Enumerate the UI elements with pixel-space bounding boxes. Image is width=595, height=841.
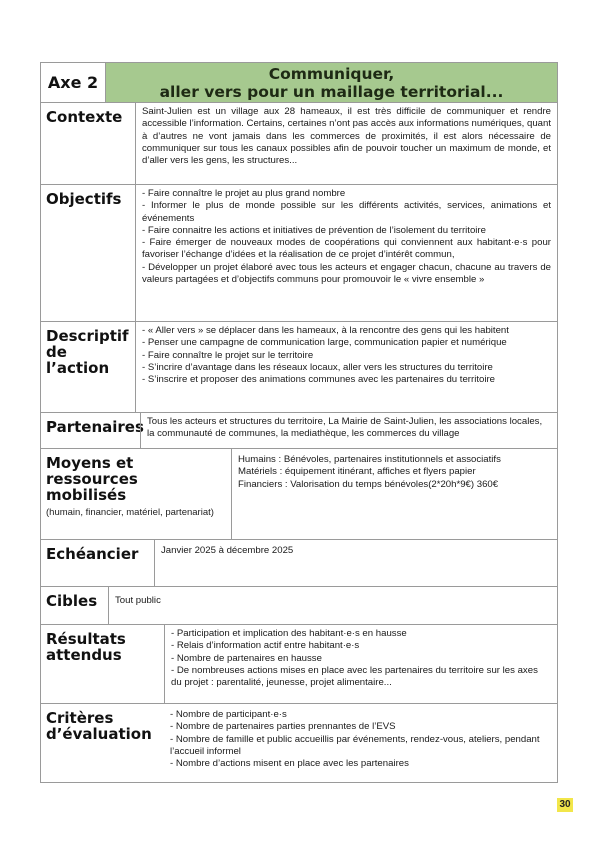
- objectifs-row: [40, 185, 558, 322]
- axe-title: [105, 63, 557, 102]
- echeancier-row: [40, 540, 558, 587]
- critere-item: - Nombre de partenaires parties prennantes de l’EVS: [170, 721, 396, 733]
- criteres-row: [40, 704, 558, 783]
- resultats-label-line2: attendus: [46, 646, 122, 664]
- descriptif-item: - Faire connaître le projet sur le territoire: [142, 349, 314, 361]
- moyens-sub: (humain, financier, matériel, partenariat): [46, 507, 214, 518]
- descriptif-row: [40, 322, 558, 413]
- resultats-row: [40, 625, 558, 704]
- resultat-item: - De nombreuses actions mises en place avec les partenaires du territoire sur les axes du projet : parentalité, jeunesse, projet alimentaire...: [171, 664, 538, 689]
- moyens-list: [231, 449, 557, 539]
- objectif-item: - Faire connaître le projet au plus grand nombre: [142, 188, 346, 199]
- page-number: 30: [557, 798, 573, 812]
- axe-header-row: [40, 62, 558, 103]
- descriptif-label-line1: Descriptif: [46, 327, 129, 345]
- contexte-row: [40, 103, 558, 185]
- objectifs-list: [135, 185, 557, 321]
- critere-item: - Nombre de participant·e·s: [170, 709, 287, 720]
- descriptif-label-line2: de l’action: [46, 343, 110, 377]
- moyens-row: [40, 449, 558, 540]
- resultat-item: - Nombre de partenaires en hausse: [171, 652, 322, 664]
- resultats-list: [164, 625, 557, 703]
- resultat-item: - Participation et implication des habitant·e·s en hausse: [171, 628, 407, 639]
- moyens-item: Matériels : équipement itinérant, affiches et flyers papier: [238, 466, 476, 478]
- cibles-label: Cibles: [46, 592, 98, 610]
- echeancier-text: Janvier 2025 à décembre 2025: [154, 540, 557, 586]
- descriptif-item: - S’inscrire et proposer des animations communes avec les partenaires du territoire: [142, 374, 495, 386]
- partenaires-text: Tous les acteurs et structures du territoire, La Mairie de Saint-Julien, les associations locales, la communauté de communes, la mediathèque, les commerces du village: [140, 413, 557, 448]
- criteres-label-line1: Critères: [46, 709, 114, 727]
- criteres-list: [164, 704, 557, 782]
- cibles-text: Tout public: [108, 587, 557, 624]
- resultat-item: - Relais d’information actif entre habitant·e·s: [171, 640, 360, 652]
- action-sheet: [40, 62, 558, 783]
- contexte-text: Saint-Julien est un village aux 28 hameaux, il est très difficile de communiquer et rendre accessible l’information. Certains, certaines n’ont pas accès aux informations numériques, quant à d’autres ne vont jamais dans les commerces de proximités, il est alors nécessaire de communiquer sur tous les canaux possibles afin de pouvoir toucher un maximum de monde, et d’aller vers les gens, les structures...: [135, 103, 557, 184]
- cibles-row: [40, 587, 558, 625]
- objectifs-label: Objectifs: [46, 190, 122, 208]
- criteres-label: [41, 704, 164, 782]
- moyens-item: Humains : Bénévoles, partenaires institutionnels et associatifs: [238, 454, 501, 465]
- axe-label: Axe 2: [47, 72, 99, 92]
- descriptif-item: - Penser une campagne de communication large, communication papier et numérique: [142, 337, 507, 349]
- moyens-label-line2: mobilisés: [46, 486, 127, 504]
- axe-title-line2: aller vers pour un maillage territorial...: [159, 82, 504, 101]
- critere-item: - Nombre d’actions misent en place avec les partenaires: [170, 758, 409, 770]
- moyens-label-line1: Moyens et ressources: [46, 454, 138, 488]
- partenaires-label: Partenaires: [46, 418, 144, 436]
- partenaires-row: [40, 413, 558, 449]
- descriptif-item: - S’incrire d’avantage dans les réseaux locaux, aller vers les structures du territoire: [142, 361, 493, 373]
- objectif-item: - Faire connaitre les actions et initiatives de prévention de l’isolement du territoire: [142, 224, 486, 236]
- contexte-label: Contexte: [46, 108, 123, 126]
- objectif-item: - Développer un projet élaboré avec tous les acteurs et engager chacun, chacune au travers de valeurs partagées et d’objectifs communs pour promouvoir le « vivre ensemble »: [142, 261, 551, 286]
- resultats-label: [41, 625, 164, 703]
- moyens-item: Financiers : Valorisation du temps bénévoles(2*20h*9€) 360€: [238, 478, 499, 490]
- criteres-label-line2: d’évaluation: [46, 725, 152, 743]
- moyens-label: [41, 449, 231, 539]
- descriptif-list: [135, 322, 557, 412]
- echeancier-label: Echéancier: [46, 545, 139, 563]
- critere-item: - Nombre de famille et public accueillis par événements, rendez-vous, ateliers, pendant l’accueil informel: [170, 733, 540, 757]
- objectif-item: - Faire émerger de nouveaux modes de coopérations qui conviennent aux habitant·e·s pour favoriser l’échange d’idées et la réalisation de ce projet d’intérêt commun,: [142, 237, 551, 261]
- resultats-label-line1: Résultats: [46, 630, 126, 648]
- axe-title-line1: Communiquer,: [268, 64, 395, 83]
- descriptif-label: [41, 322, 135, 412]
- descriptif-item: - « Aller vers » se déplacer dans les hameaux, à la rencontre des gens qui les habitent: [142, 325, 509, 336]
- objectif-item: - Informer le plus de monde possible sur les différents activités, services, animations et événements: [142, 200, 551, 224]
